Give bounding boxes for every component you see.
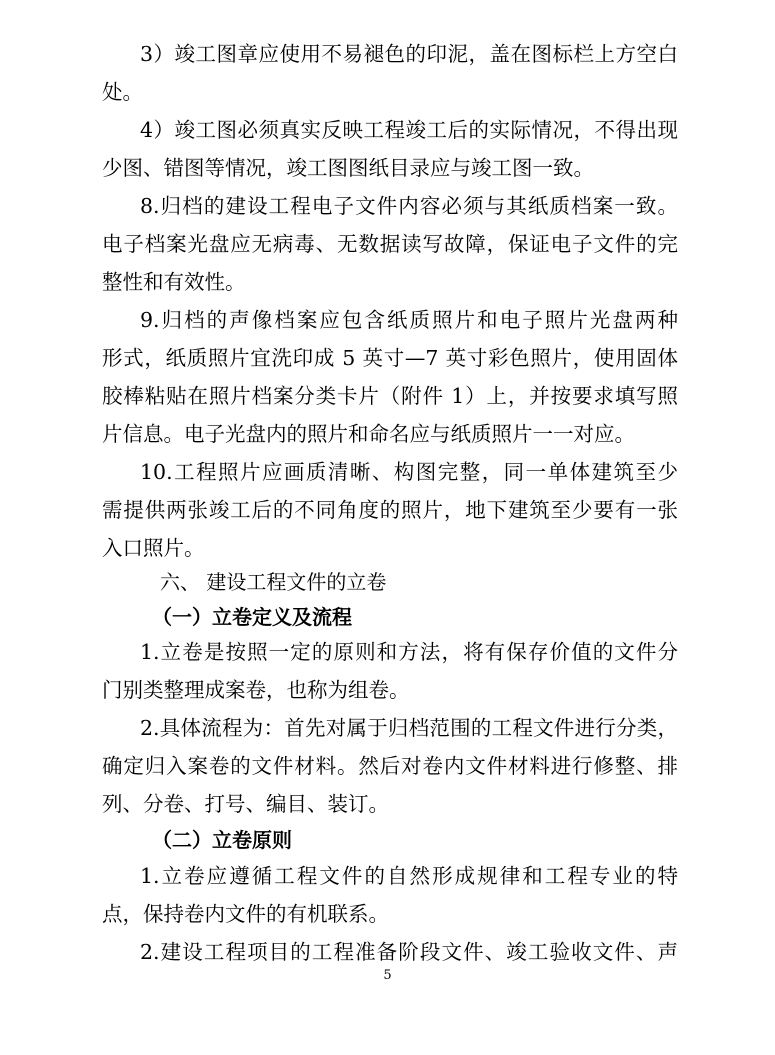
paragraph-line: 确定归入案卷的文件材料。然后对卷内文件材料进行修整、排 bbox=[102, 754, 678, 778]
paragraph-line: 片信息。电子光盘内的照片和命名应与纸质照片一一对应。 bbox=[102, 422, 635, 446]
subsection-heading: （一）立卷定义及流程 bbox=[152, 605, 352, 629]
paragraph-line: 胶棒粘贴在照片档案分类卡片（附件 1）上，并按要求填写照 bbox=[102, 384, 678, 408]
paragraph-line: 形式，纸质照片宜洗印成 5 英寸—7 英寸彩色照片，使用固体 bbox=[102, 346, 678, 370]
paragraph-line: 3）竣工图章应使用不易褪色的印泥，盖在图标栏上方空白 bbox=[140, 42, 678, 66]
paragraph-line: 门别类整理成案卷，也称为组卷。 bbox=[102, 678, 410, 702]
paragraph-line: 9.归档的声像档案应包含纸质照片和电子照片光盘两种 bbox=[140, 308, 678, 332]
paragraph-line: 2.建设工程项目的工程准备阶段文件、竣工验收文件、声 bbox=[140, 940, 678, 964]
subsection-heading: （二）立卷原则 bbox=[152, 828, 292, 852]
paragraph-line: 入口照片。 bbox=[102, 536, 205, 560]
paragraph-line: 少图、错图等情况，竣工图图纸目录应与竣工图一致。 bbox=[102, 156, 594, 180]
page-number: 5 bbox=[383, 968, 392, 983]
paragraph-line: 电子档案光盘应无病毒、无数据读写故障，保证电子文件的完 bbox=[102, 232, 678, 256]
paragraph-line: 1.立卷是按照一定的原则和方法，将有保存价值的文件分 bbox=[140, 640, 678, 664]
paragraph-line: 8.归档的建设工程电子文件内容必须与其纸质档案一致。 bbox=[140, 194, 678, 218]
paragraph-line: 处。 bbox=[102, 80, 143, 104]
paragraph-line: 整性和有效性。 bbox=[102, 270, 246, 294]
paragraph-line: 1.立卷应遵循工程文件的自然形成规律和工程专业的特 bbox=[140, 864, 678, 888]
section-heading: 六、 建设工程文件的立卷 bbox=[160, 570, 387, 594]
paragraph-line: 需提供两张竣工后的不同角度的照片，地下建筑至少要有一张 bbox=[102, 498, 678, 522]
paragraph-line: 列、分卷、打号、编目、装订。 bbox=[102, 792, 389, 816]
paragraph-line: 4）竣工图必须真实反映工程竣工后的实际情况，不得出现 bbox=[140, 118, 678, 142]
paragraph-line: 点，保持卷内文件的有机联系。 bbox=[102, 902, 389, 926]
paragraph-line: 10.工程照片应画质清晰、构图完整，同一单体建筑至少 bbox=[140, 460, 678, 484]
paragraph-line: 2.具体流程为：首先对属于归档范围的工程文件进行分类， bbox=[140, 716, 678, 740]
